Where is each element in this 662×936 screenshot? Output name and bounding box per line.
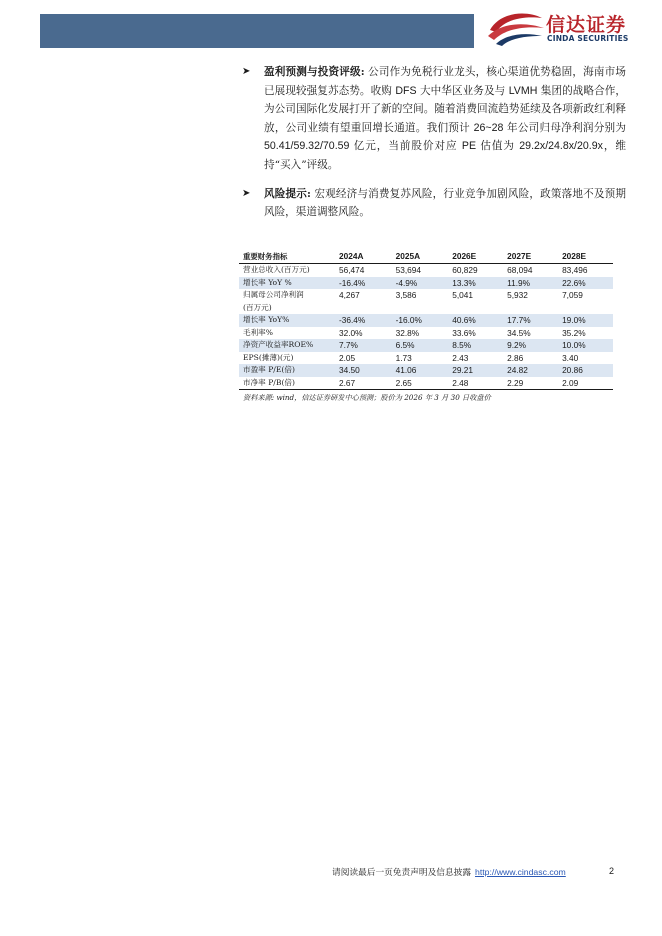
footer-disclaimer <box>332 866 566 878</box>
table-cell: 34.50 <box>335 364 392 377</box>
table-cell: 33.6% <box>452 327 476 338</box>
table-header-row <box>239 249 613 264</box>
row-label-text: 增长率 YoY % <box>243 277 292 287</box>
row-label-text: 市盈率 P/E(倍) <box>243 365 295 374</box>
bullet-text: 大中华区业务及与 <box>416 84 509 97</box>
financial-table-section <box>239 249 613 403</box>
table-cell: 2.67 <box>335 377 392 390</box>
row-label-text: 归属母公司净利润 <box>243 290 304 299</box>
table-cell: 7,059 <box>562 290 583 300</box>
page-number: 2 <box>609 866 615 876</box>
table-cell: -4.9% <box>392 277 449 290</box>
table-cell: 35.2% <box>562 327 586 338</box>
bullet-text: 年公司归母净利润分别为 <box>503 121 626 134</box>
table-cell: 60,829 <box>452 265 478 275</box>
row-label <box>239 289 335 314</box>
financial-indicators-table <box>239 249 613 390</box>
table-cell: 20.86 <box>558 364 613 377</box>
row-label <box>239 364 335 377</box>
bullet-text: 26~28 <box>473 121 504 134</box>
table-cell: 17.7% <box>503 314 558 327</box>
table-cell: 9.2% <box>503 339 558 352</box>
cinda-logo-icon <box>486 10 546 46</box>
bullet-text: PE <box>461 140 477 153</box>
arrow-bullet-icon: ➤ <box>242 66 251 77</box>
table-cell: 29.21 <box>448 364 503 377</box>
table-header-cell: 2024A <box>335 249 392 264</box>
table-cell: 68,094 <box>507 265 533 275</box>
table-cell: 8.5% <box>448 339 503 352</box>
disclaimer-text: 请阅读最后一页免责声明及信息披露 <box>332 868 471 878</box>
bullet-rating <box>242 63 626 175</box>
row-label <box>239 352 335 365</box>
row-label-text: 增长率 YoY% <box>243 315 290 324</box>
table-cell: 7.7% <box>335 339 392 352</box>
table-cell: 2.86 <box>507 352 524 363</box>
row-label-text: 净资产收益率ROE% <box>243 340 314 349</box>
header-band <box>40 14 474 48</box>
table-cell: 1.73 <box>395 352 412 363</box>
row-label-text: EPS(摊薄)(元) <box>243 352 294 362</box>
table-cell: -36.4% <box>335 314 392 327</box>
table-header-cell: 重要财务指标 <box>239 249 335 264</box>
row-label <box>239 314 335 327</box>
table-cell: 3,586 <box>395 290 417 300</box>
bullet-title: 风险提示: <box>264 187 311 200</box>
table-cell: 2.43 <box>452 352 469 363</box>
table-cell: -16.0% <box>392 314 449 327</box>
table-row <box>239 377 613 390</box>
source-note: 资料来源: wind，信达证券研发中心预测；股价为 2026 年 3 月 30 日收盘价 <box>243 393 491 402</box>
table-row <box>239 277 613 290</box>
table-cell: 5,932 <box>507 290 528 300</box>
table-cell: 83,496 <box>562 265 588 275</box>
row-label <box>239 277 335 290</box>
table-cell: 5,041 <box>452 290 473 300</box>
table-cell: 4,267 <box>339 290 360 300</box>
bullet-text: 29.2x/24.8x/20.9x <box>519 140 603 153</box>
bullet-risk <box>242 185 626 222</box>
table-cell: 56,474 <box>339 265 365 275</box>
table-row <box>239 339 613 352</box>
row-label <box>239 327 335 340</box>
table-cell: 40.6% <box>448 314 503 327</box>
investment-summary <box>242 63 626 232</box>
table-cell: 19.0% <box>558 314 613 327</box>
row-label <box>239 339 335 352</box>
table-cell: 2.05 <box>339 352 356 363</box>
table-body <box>239 264 613 390</box>
row-label <box>239 264 335 277</box>
table-cell: 2.29 <box>503 377 558 390</box>
row-label <box>239 377 335 390</box>
bullet-text: 估值为 <box>476 140 520 153</box>
row-label-text: 毛利率% <box>243 327 273 337</box>
table-cell: 11.9% <box>503 277 558 290</box>
table-cell: 10.0% <box>558 339 613 352</box>
arrow-bullet-icon: ➤ <box>242 187 251 199</box>
row-label-text: 市净率 P/B(倍) <box>243 377 295 387</box>
bullet-text: DFS <box>395 84 417 97</box>
website-link[interactable]: http://www.cindasc.com <box>475 867 566 877</box>
table-row <box>239 264 613 277</box>
bullet-text: LVMH <box>508 84 538 97</box>
bullet-text: 宏观经济与消费复苏风险，行业竞争加剧风险，政策落地不及预期风险，渠道调整风险。 <box>264 187 626 219</box>
table-row <box>239 289 613 314</box>
table-cell: 41.06 <box>392 364 449 377</box>
table-row <box>239 327 613 340</box>
table-cell: 3.40 <box>562 352 579 363</box>
table-header-cell: 2025A <box>392 249 449 264</box>
table-header-cell: 2027E <box>503 249 558 264</box>
bullet-text: 亿元，当前股价对应 <box>349 140 462 153</box>
table-cell: 2.09 <box>558 377 613 390</box>
bullet-text: 公司作为免税行业龙头，核心渠道优势稳固，海南市场已展现较强复苏态势。收购 <box>264 66 626 97</box>
table-cell: -16.4% <box>335 277 392 290</box>
logo-chinese-name: 信达证券 <box>546 14 627 36</box>
table-cell: 2.48 <box>448 377 503 390</box>
table-row <box>239 352 613 365</box>
company-logo <box>486 8 629 48</box>
bullet-text: ，维持“买入”评级。 <box>264 140 626 171</box>
table-cell: 13.3% <box>448 277 503 290</box>
table-row <box>239 364 613 377</box>
table-header-cell: 2028E <box>558 249 613 264</box>
row-label-unit: (百万元) <box>243 302 272 312</box>
table-cell: 32.8% <box>395 327 420 338</box>
table-cell: 34.5% <box>507 327 531 338</box>
bullet-text: 集团的战略合作，为公司国际化发展打开了新的空间。随着消费回流趋势延续及各项新政红利释放，公司业绩有望重回增长通道。我们预计 <box>264 84 627 134</box>
bullet-title: 盈利预测与投资评级: <box>264 66 365 78</box>
table-header-cell: 2026E <box>448 249 503 264</box>
table-cell: 32.0% <box>339 327 363 338</box>
bullet-text: 50.41/59.32/70.59 <box>264 140 350 153</box>
table-cell: 24.82 <box>503 364 558 377</box>
table-cell: 53,694 <box>395 265 421 275</box>
table-cell: 6.5% <box>392 339 449 352</box>
row-label-text: 营业总收入(百万元) <box>243 265 310 274</box>
table-row <box>239 314 613 327</box>
table-cell: 22.6% <box>558 277 613 290</box>
logo-english-name: CINDA SECURITIES <box>547 34 629 43</box>
table-cell: 2.65 <box>392 377 449 390</box>
